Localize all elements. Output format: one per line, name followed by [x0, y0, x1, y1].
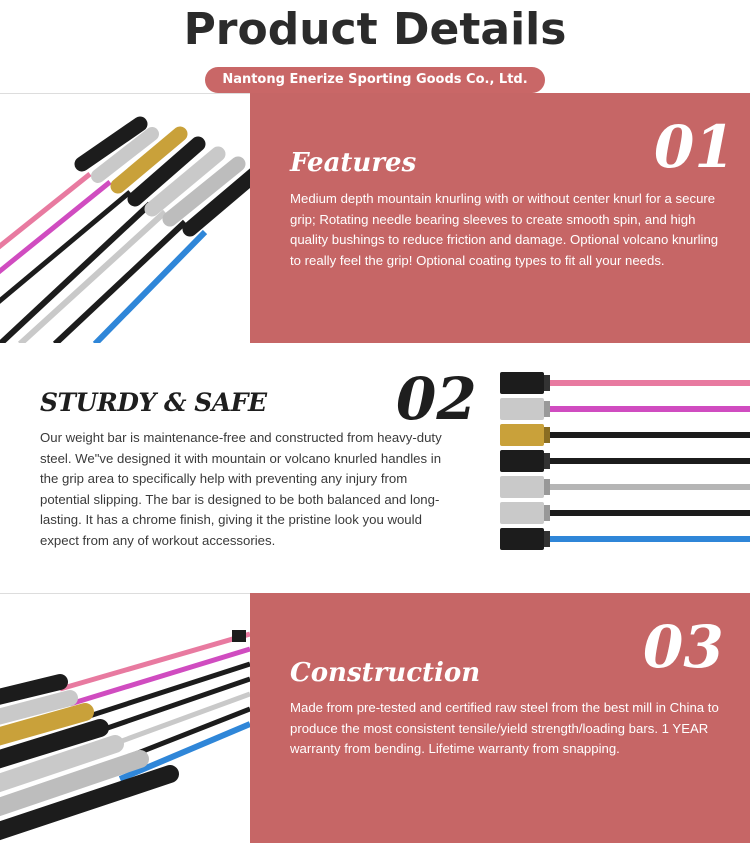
barbells-horizontal-illustration: [498, 369, 750, 565]
barbells-angled-illustration: [0, 594, 250, 843]
section-body: Made from pre-tested and certified raw steel from the best mill in China to produce the most consistent tensile/yield strength/loading bars. 1 YEAR warranty from bending. Lifetime warranty from snapping.: [290, 700, 719, 756]
company-name-badge: Nantong Enerize Sporting Goods Co., Ltd.: [205, 67, 545, 93]
section-heading: Construction: [290, 658, 481, 688]
section-heading: STURDY & SAFE: [40, 388, 267, 417]
construction-section: [0, 593, 750, 843]
barbells-angled-photo: [0, 593, 250, 843]
section-number: 03: [643, 613, 724, 681]
section-number: 02: [396, 365, 477, 433]
sturdy-safe-section: [0, 343, 750, 593]
section-number: 01: [654, 113, 735, 181]
section-body: Medium depth mountain knurling with or without center knurl for a secure grip; Rotating needle bearing sleeves to create smooth spin, and high quality bushings to reduce friction and damage. Optional volcano knurling to really feel the grip! Optional coating types to fit all your needs.: [290, 191, 719, 268]
barbells-horizontal-photo: [498, 369, 750, 565]
features-section: [0, 93, 750, 343]
page-title: Product Details: [183, 4, 567, 55]
section-body: Our weight bar is maintenance-free and constructed from heavy-duty steel. We"ve designed it with mountain or volcano knurled handles in the grip area to specifically help with preventing any injury from potential slipping. The bar is designed to be both balanced and long-lasting. It has a chrome finish, giving it the pristine look you would expect from any of workout accessories.: [40, 430, 442, 548]
section-heading: Features: [290, 148, 417, 178]
barbells-diagonal-illustration: [0, 94, 250, 343]
barbells-diagonal-photo: [0, 93, 250, 343]
